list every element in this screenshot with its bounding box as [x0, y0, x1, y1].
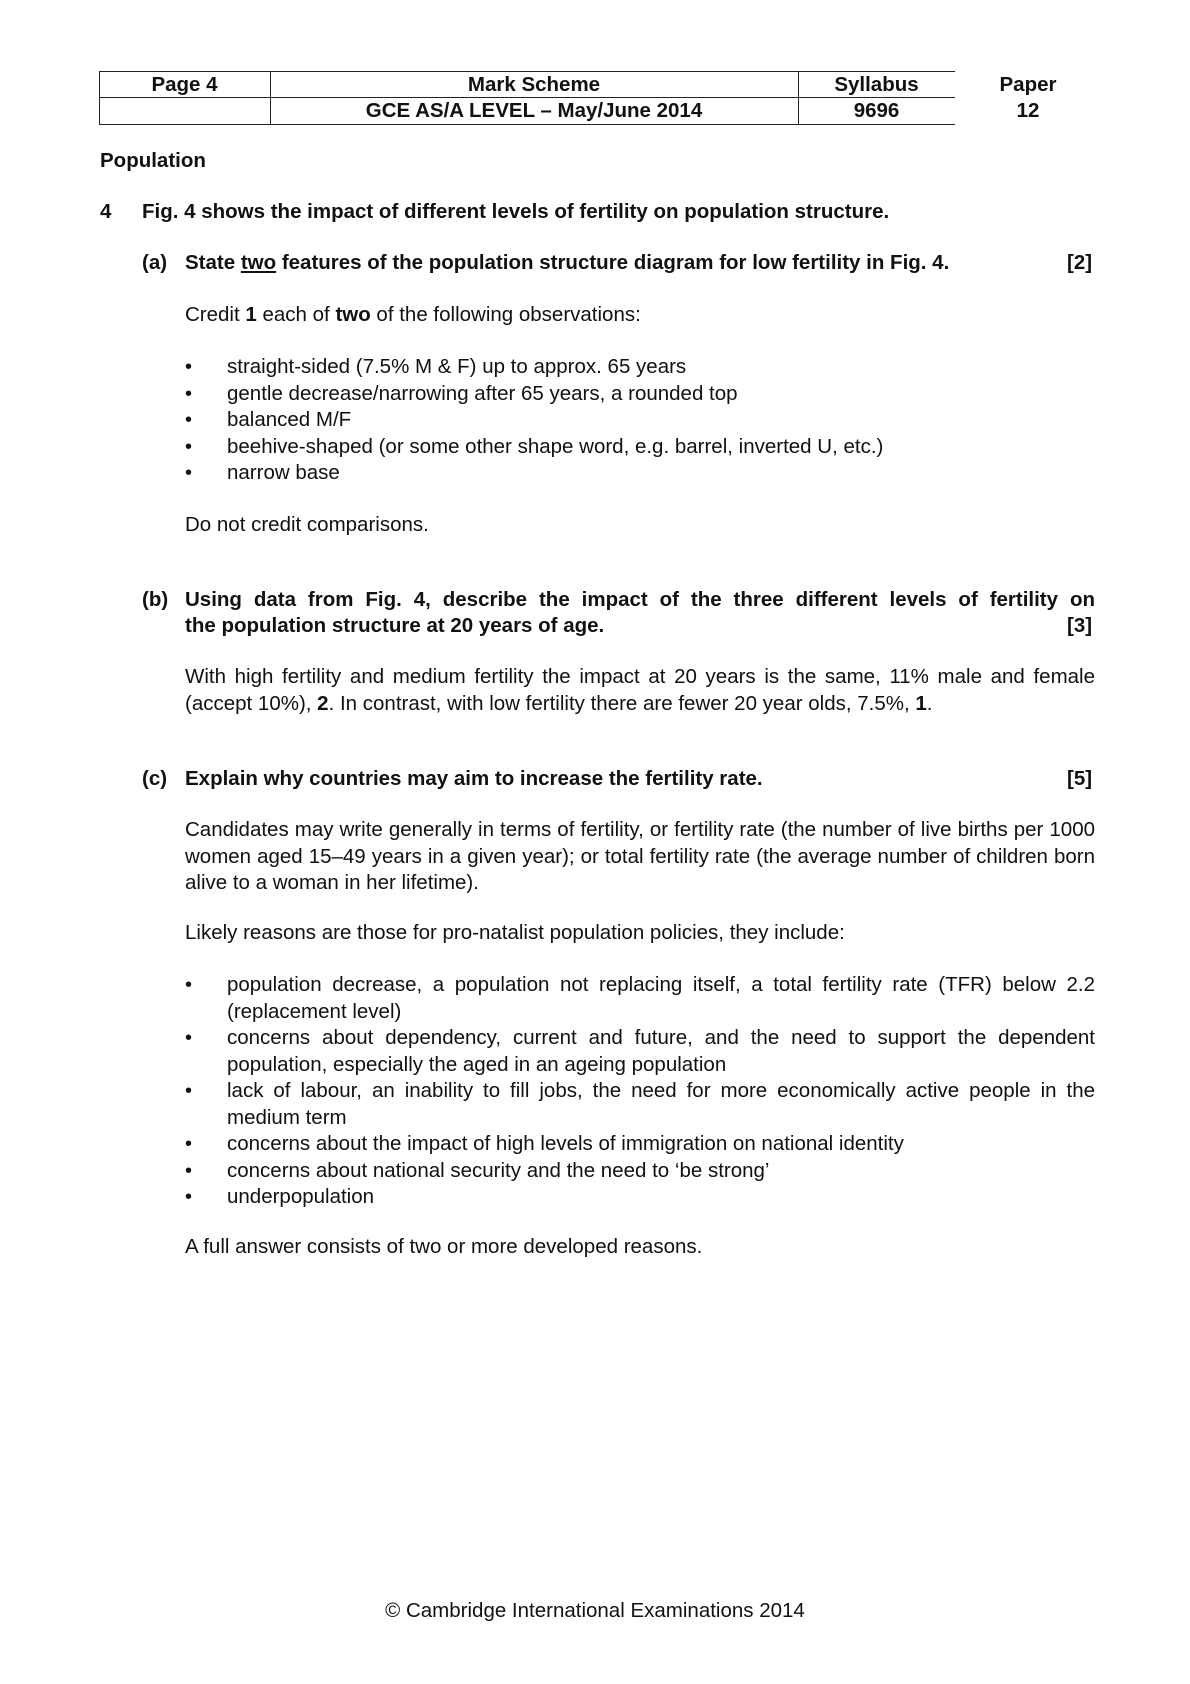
list-item: • underpopulation — [185, 1184, 1095, 1211]
part-a-q-post: features of the population structure diagram for low fertility in Fig. 4. — [276, 251, 950, 274]
credit-post: of the following observations: — [370, 303, 641, 326]
header-page: Page 4 — [151, 73, 218, 96]
answer-end: . — [926, 691, 933, 715]
question-number: 4 — [100, 200, 112, 223]
list-item: • narrow base — [185, 460, 1095, 487]
part-c-label: (c) — [142, 767, 168, 790]
list-item: • gentle decrease/narrowing after 65 years, a rounded top — [185, 381, 1095, 408]
header-table — [99, 71, 955, 125]
part-c-full-answer: A full answer consists of two or more developed reasons. — [185, 1235, 703, 1258]
part-a-question — [185, 250, 1045, 277]
part-a-marks: [2] — [1067, 251, 1093, 274]
header-paper-label: Paper — [999, 73, 1057, 96]
header-syllabus-code: 9696 — [853, 99, 900, 122]
question-stem: Fig. 4 shows the impact of different levels of fertility on population structure. — [142, 200, 890, 223]
list-item: • beehive-shaped (or some other shape word, e.g. barrel, inverted U, etc.) — [185, 434, 1095, 461]
part-b-answer — [185, 664, 1095, 717]
section-title: Population — [100, 149, 206, 172]
part-a-q-pre: State — [185, 251, 241, 274]
answer-text-1: With high fertility and medium fertility the impact at 20 years is the same, 11% male and female (accept 10%), — [185, 665, 1095, 715]
part-b-q-line2: the population structure at 20 years of age. — [185, 614, 605, 637]
page-footer: © Cambridge International Examinations 2014 — [385, 1599, 805, 1622]
part-b-q-line1: Using data from Fig. 4, describe the impact of the three different levels of fertility on — [185, 588, 1095, 611]
answer-text-2: . In contrast, with low fertility there are fewer 20 year olds, 7.5%, — [328, 691, 916, 715]
list-item: • lack of labour, an inability to fill jobs, the need for more economically active people in the medium term — [185, 1078, 1095, 1131]
credit-pre: Credit — [185, 303, 246, 326]
answer-mark-1: 2 — [317, 691, 329, 715]
credit-two: two — [335, 303, 371, 326]
list-item: • straight-sided (7.5% M & F) up to approx. 65 years — [185, 354, 1095, 381]
list-item: • concerns about the impact of high levels of immigration on national identity — [185, 1131, 1095, 1158]
list-item: • population decrease, a population not replacing itself, a total fertility rate (TFR) below 2.2 (replacement level) — [185, 972, 1095, 1025]
part-a-note: Do not credit comparisons. — [185, 513, 429, 536]
part-a-credit — [185, 302, 641, 329]
part-b-label: (b) — [142, 588, 169, 611]
part-c-intro: Candidates may write generally in terms of fertility, or fertility rate (the number of live births per 1000 women aged 15–49 years in a given year); or total fertility rate (the average number of children born alive to a woman in her lifetime). — [185, 818, 1095, 894]
list-item: • concerns about national security and the need to ‘be strong’ — [185, 1158, 1095, 1185]
part-c-likely: Likely reasons are those for pro-natalist population policies, they include: — [185, 921, 845, 944]
header-syllabus-label: Syllabus — [834, 73, 919, 96]
part-a-label: (a) — [142, 251, 168, 274]
header-subtitle: GCE AS/A LEVEL – May/June 2014 — [365, 99, 703, 122]
credit-num: 1 — [245, 303, 257, 326]
part-c-question: Explain why countries may aim to increase the fertility rate. — [185, 767, 763, 790]
part-c-bullets — [185, 972, 1095, 1211]
header-paper-number: 12 — [1016, 99, 1040, 122]
list-item: • concerns about dependency, current and future, and the need to support the dependent population, especially the aged in an ageing population — [185, 1025, 1095, 1078]
answer-mark-2: 1 — [915, 691, 927, 715]
credit-mid: each of — [256, 303, 336, 326]
part-b-marks: [3] — [1067, 614, 1093, 637]
part-a-q-underlined: two — [240, 251, 277, 274]
part-a-bullets — [185, 354, 1095, 487]
list-item: • balanced M/F — [185, 407, 1095, 434]
header-title: Mark Scheme — [467, 73, 601, 96]
part-c-marks: [5] — [1067, 767, 1093, 790]
